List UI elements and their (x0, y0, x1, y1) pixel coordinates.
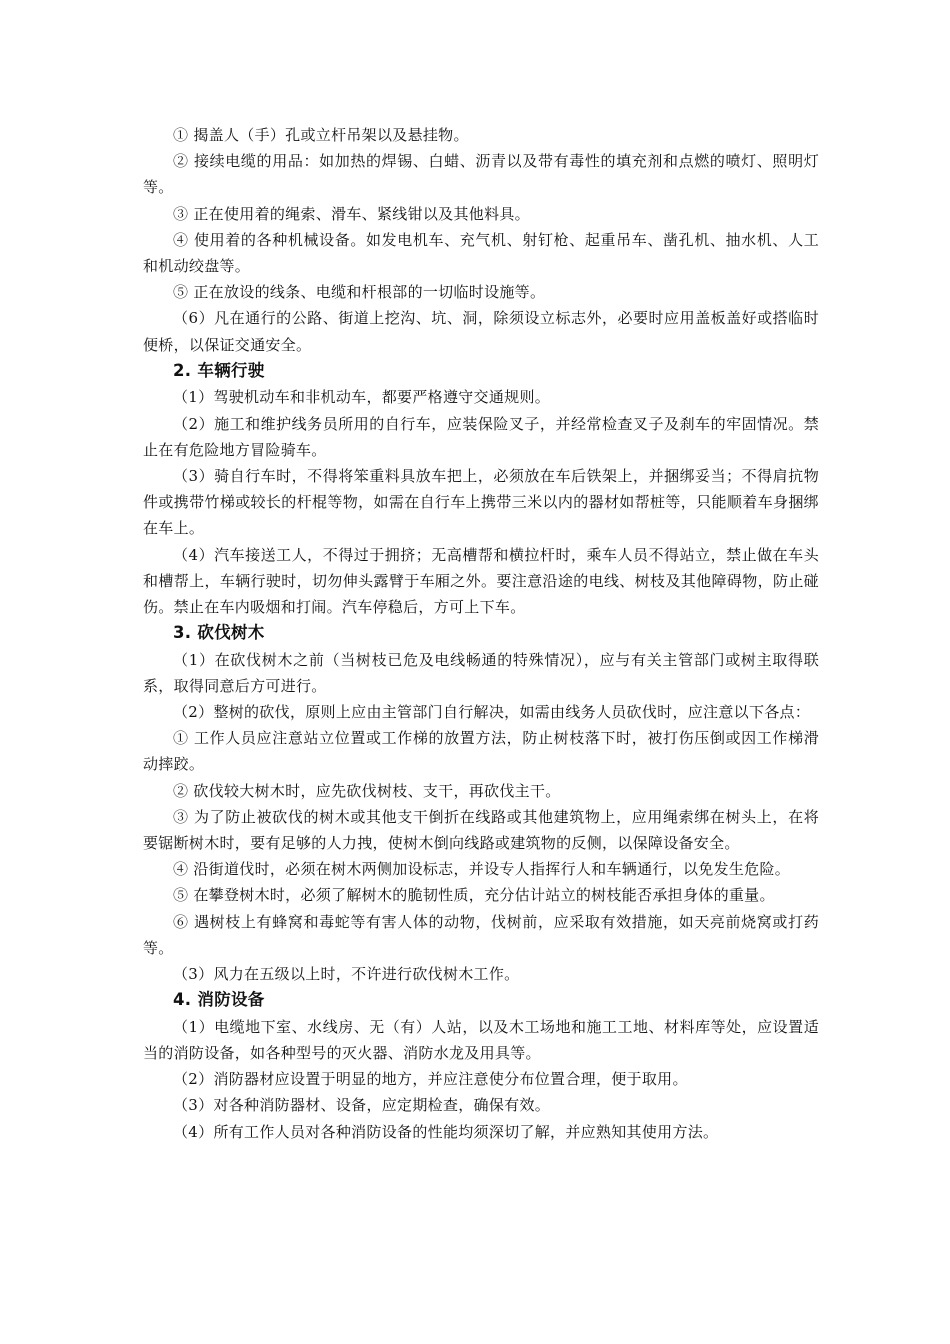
paragraph: （2）消防器材应设置于明显的地方，并应注意使分布位置合理，便于取用。 (173, 1070, 688, 1089)
paragraph: ③ 正在使用着的绳索、滑车、紧线钳以及其他料具。 (173, 204, 530, 223)
paragraph: ⑤ 正在放设的线条、电缆和杆根部的一切临时设施等。 (173, 283, 546, 302)
paragraph: （2）施工和维护线务员所用的自行车，应装保险叉子，并经常检查叉子及刹车的牢固情况。禁止在有危险地方冒险骑车。 (143, 414, 819, 459)
paragraph: （3）骑自行车时，不得将笨重料具放车把上，必须放在车后铁架上，并捆绑妥当；不得肩抗物件或携带竹梯或较长的杆棍等物，如需在自行车上携带三米以内的器材如帮桩等，只能顺着车身捆绑在车上。 (143, 466, 819, 538)
paragraph: （1）电缆地下室、水线房、无（有）人站，以及木工场地和施工工地、材料库等处，应设置适当的消防设备，如各种型号的灭火器、消防水龙及用具等。 (143, 1017, 819, 1062)
paragraph: ⑥ 遇树枝上有蜂窝和毒蛇等有害人体的动物，伐树前，应采取有效措施，如天亮前烧窝或打药等。 (143, 912, 819, 957)
paragraph: ① 工作人员应注意站立位置或工作梯的放置方法，防止树枝落下时，被打伤压倒或因工作梯滑动摔跤。 (143, 729, 819, 774)
paragraph: ④ 沿街道伐时，必须在树木两侧加设标志，并设专人指挥行人和车辆通行，以免发生危险。 (173, 860, 791, 879)
section-heading: 2. 车辆行驶 (173, 360, 265, 380)
paragraph: ④ 使用着的各种机械设备。如发电机车、充气机、射钉枪、起重吊车、凿孔机、抽水机、人工和机动绞盘等。 (143, 230, 819, 276)
paragraph: ② 接续电缆的用品：如加热的焊锡、白蜡、沥青以及带有毒性的填充剂和点燃的喷灯、照明灯等。 (143, 152, 819, 197)
section-heading: 3. 砍伐树木 (173, 623, 265, 643)
paragraph: ⑤ 在攀登树木时，必须了解树木的脆韧性质，充分估计站立的树枝能否承担身体的重量。 (173, 886, 775, 905)
paragraph: ② 砍伐较大树木时，应先砍伐树枝、支干，再砍伐主干。 (173, 781, 561, 800)
paragraph: （3）对各种消防器材、设备，应定期检查，确保有效。 (173, 1096, 551, 1115)
paragraph: （3）风力在五级以上时，不许进行砍伐树木工作。 (173, 965, 520, 984)
paragraph: （1）在砍伐树木之前（当树枝已危及电线畅通的特殊情况），应与有关主管部门或树主取得联系，取得同意后方可进行。 (143, 650, 819, 695)
paragraph: ③ 为了防止被砍伐的树木或其他支干倒折在线路或其他建筑物上，应用绳索绑在树头上，在将要锯断树木时，要有足够的人力拽，使树木倒向线路或建筑物的反侧，以保障设备安全。 (143, 807, 819, 853)
paragraph: （6）凡在通行的公路、街道上挖沟、坑、洞，除须设立标志外，必要时应用盖板盖好或搭临时便桥，以保证交通安全。 (143, 309, 819, 354)
paragraph: （2）整树的砍伐，原则上应由主管部门自行解决，如需由线务人员砍伐时，应注意以下各点： (173, 703, 811, 722)
paragraph: （4）汽车接送工人，不得过于拥挤；无高槽帮和横拉杆时，乘车人员不得站立，禁止做在车头和槽帮上，车辆行驶时，切勿伸头露臂于车厢之外。要注意沿途的电线、树枝及其他障碍物，防止碰伤。禁止在车内吸烟和打闹。汽车停稳后，方可上下车。 (143, 545, 819, 616)
document-body (143, 122, 819, 1145)
paragraph: ① 揭盖人（手）孔或立杆吊架以及悬挂物。 (173, 126, 469, 144)
section-heading: 4. 消防设备 (173, 990, 265, 1010)
paragraph: （4）所有工作人员对各种消防设备的性能均须深切了解，并应熟知其使用方法。 (173, 1122, 719, 1141)
paragraph: （1）驾驶机动车和非机动车，都要严格遵守交通规则。 (173, 388, 551, 407)
